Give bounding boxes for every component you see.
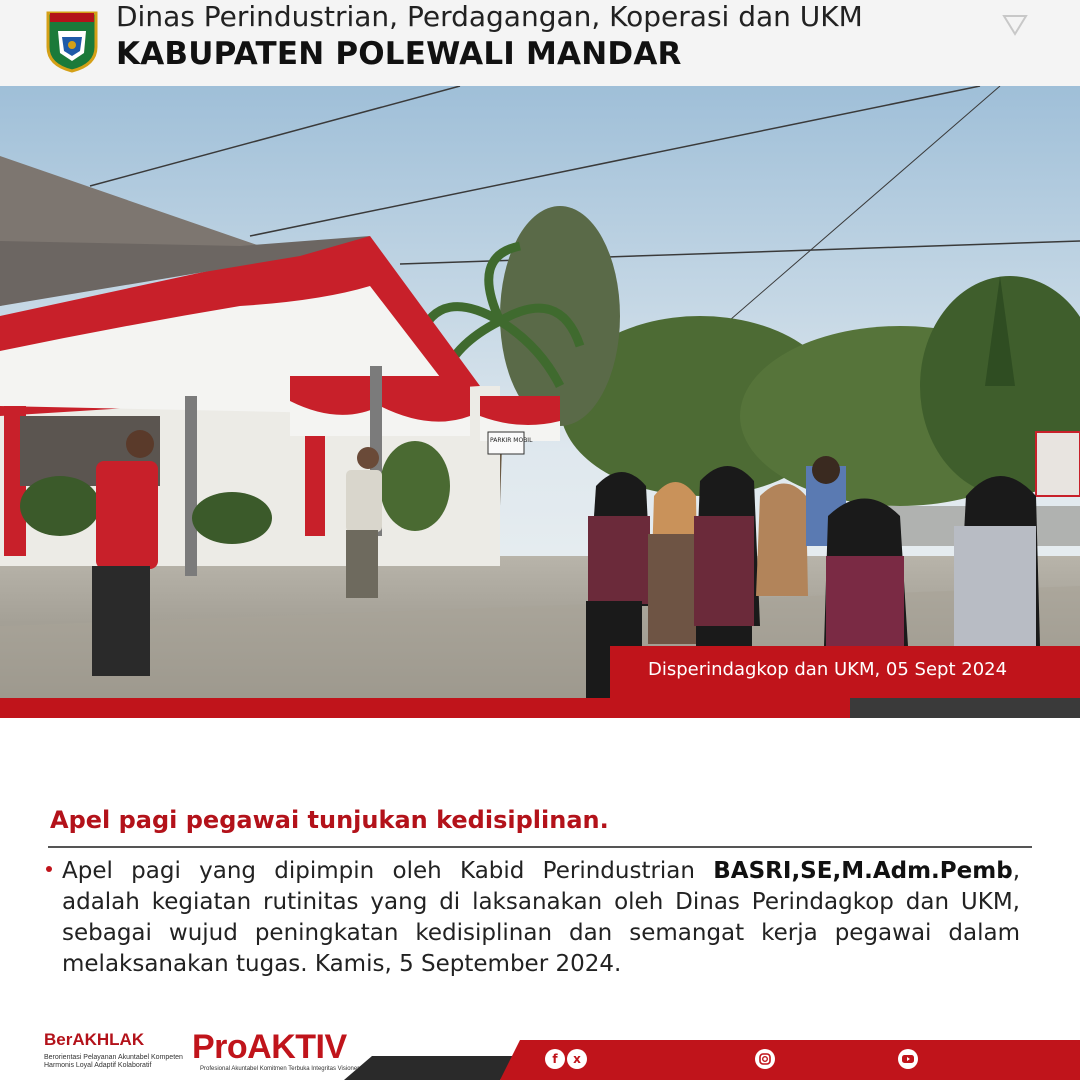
bullet-icon: [46, 866, 52, 872]
headline-rule: [48, 846, 1032, 848]
article-headline: Apel pagi pegawai tunjukan kedisiplinan.: [50, 806, 609, 834]
footer-bars: [0, 1020, 1080, 1080]
berakhlak-logo: BerAKHLAK: [44, 1030, 145, 1049]
instagram-icon[interactable]: [755, 1049, 775, 1069]
dark-divider-band: [850, 698, 1080, 718]
header-bar: [0, 0, 1080, 86]
agency-name: Dinas Perindustrian, Perdagangan, Koperasi dan UKM: [116, 0, 863, 33]
photo-caption-box: [610, 646, 1080, 698]
facebook-icon[interactable]: f: [545, 1049, 565, 1069]
regency-name: KABUPATEN POLEWALI MANDAR: [116, 36, 682, 72]
proaktiv-logo: ProAKTIV: [192, 1028, 347, 1066]
x-icon[interactable]: x: [567, 1049, 587, 1069]
youtube-icon[interactable]: [898, 1049, 918, 1069]
photo-caption: Disperindagkop dan UKM, 05 Sept 2024: [648, 659, 1008, 680]
footer: [0, 1020, 1080, 1080]
red-divider-band: [0, 698, 850, 718]
article-body: [62, 856, 1020, 980]
berakhlak-tagline: Berorientasi Pelayanan Akuntabel Kompeten Harmonis Loyal Adaptif Kolaboratif: [44, 1054, 183, 1069]
regency-emblem-logo: [44, 9, 100, 73]
triangle-icon: [1002, 14, 1028, 36]
parking-sign-text: PARKIR MOBIL: [490, 437, 533, 444]
body-text-before: Apel pagi yang dipimpin oleh Kabid Perindustrian: [62, 858, 714, 884]
body-text-after: , adalah kegiatan rutinitas yang di laksanakan oleh Dinas Perindagkop dan UKM, sebagai wujud peningkatan kedisiplinan dan semangat kerja pegawai dalam melaksanakan tugas. Kamis, 5 September 2024.: [62, 858, 1020, 977]
event-photo: [0, 86, 1080, 698]
body-officer-name: BASRI,SE,M.Adm.Pemb: [713, 858, 1013, 884]
proaktiv-tagline: Profesional Akuntabel Komitmen Terbuka Integritas Visioner: [200, 1066, 360, 1072]
